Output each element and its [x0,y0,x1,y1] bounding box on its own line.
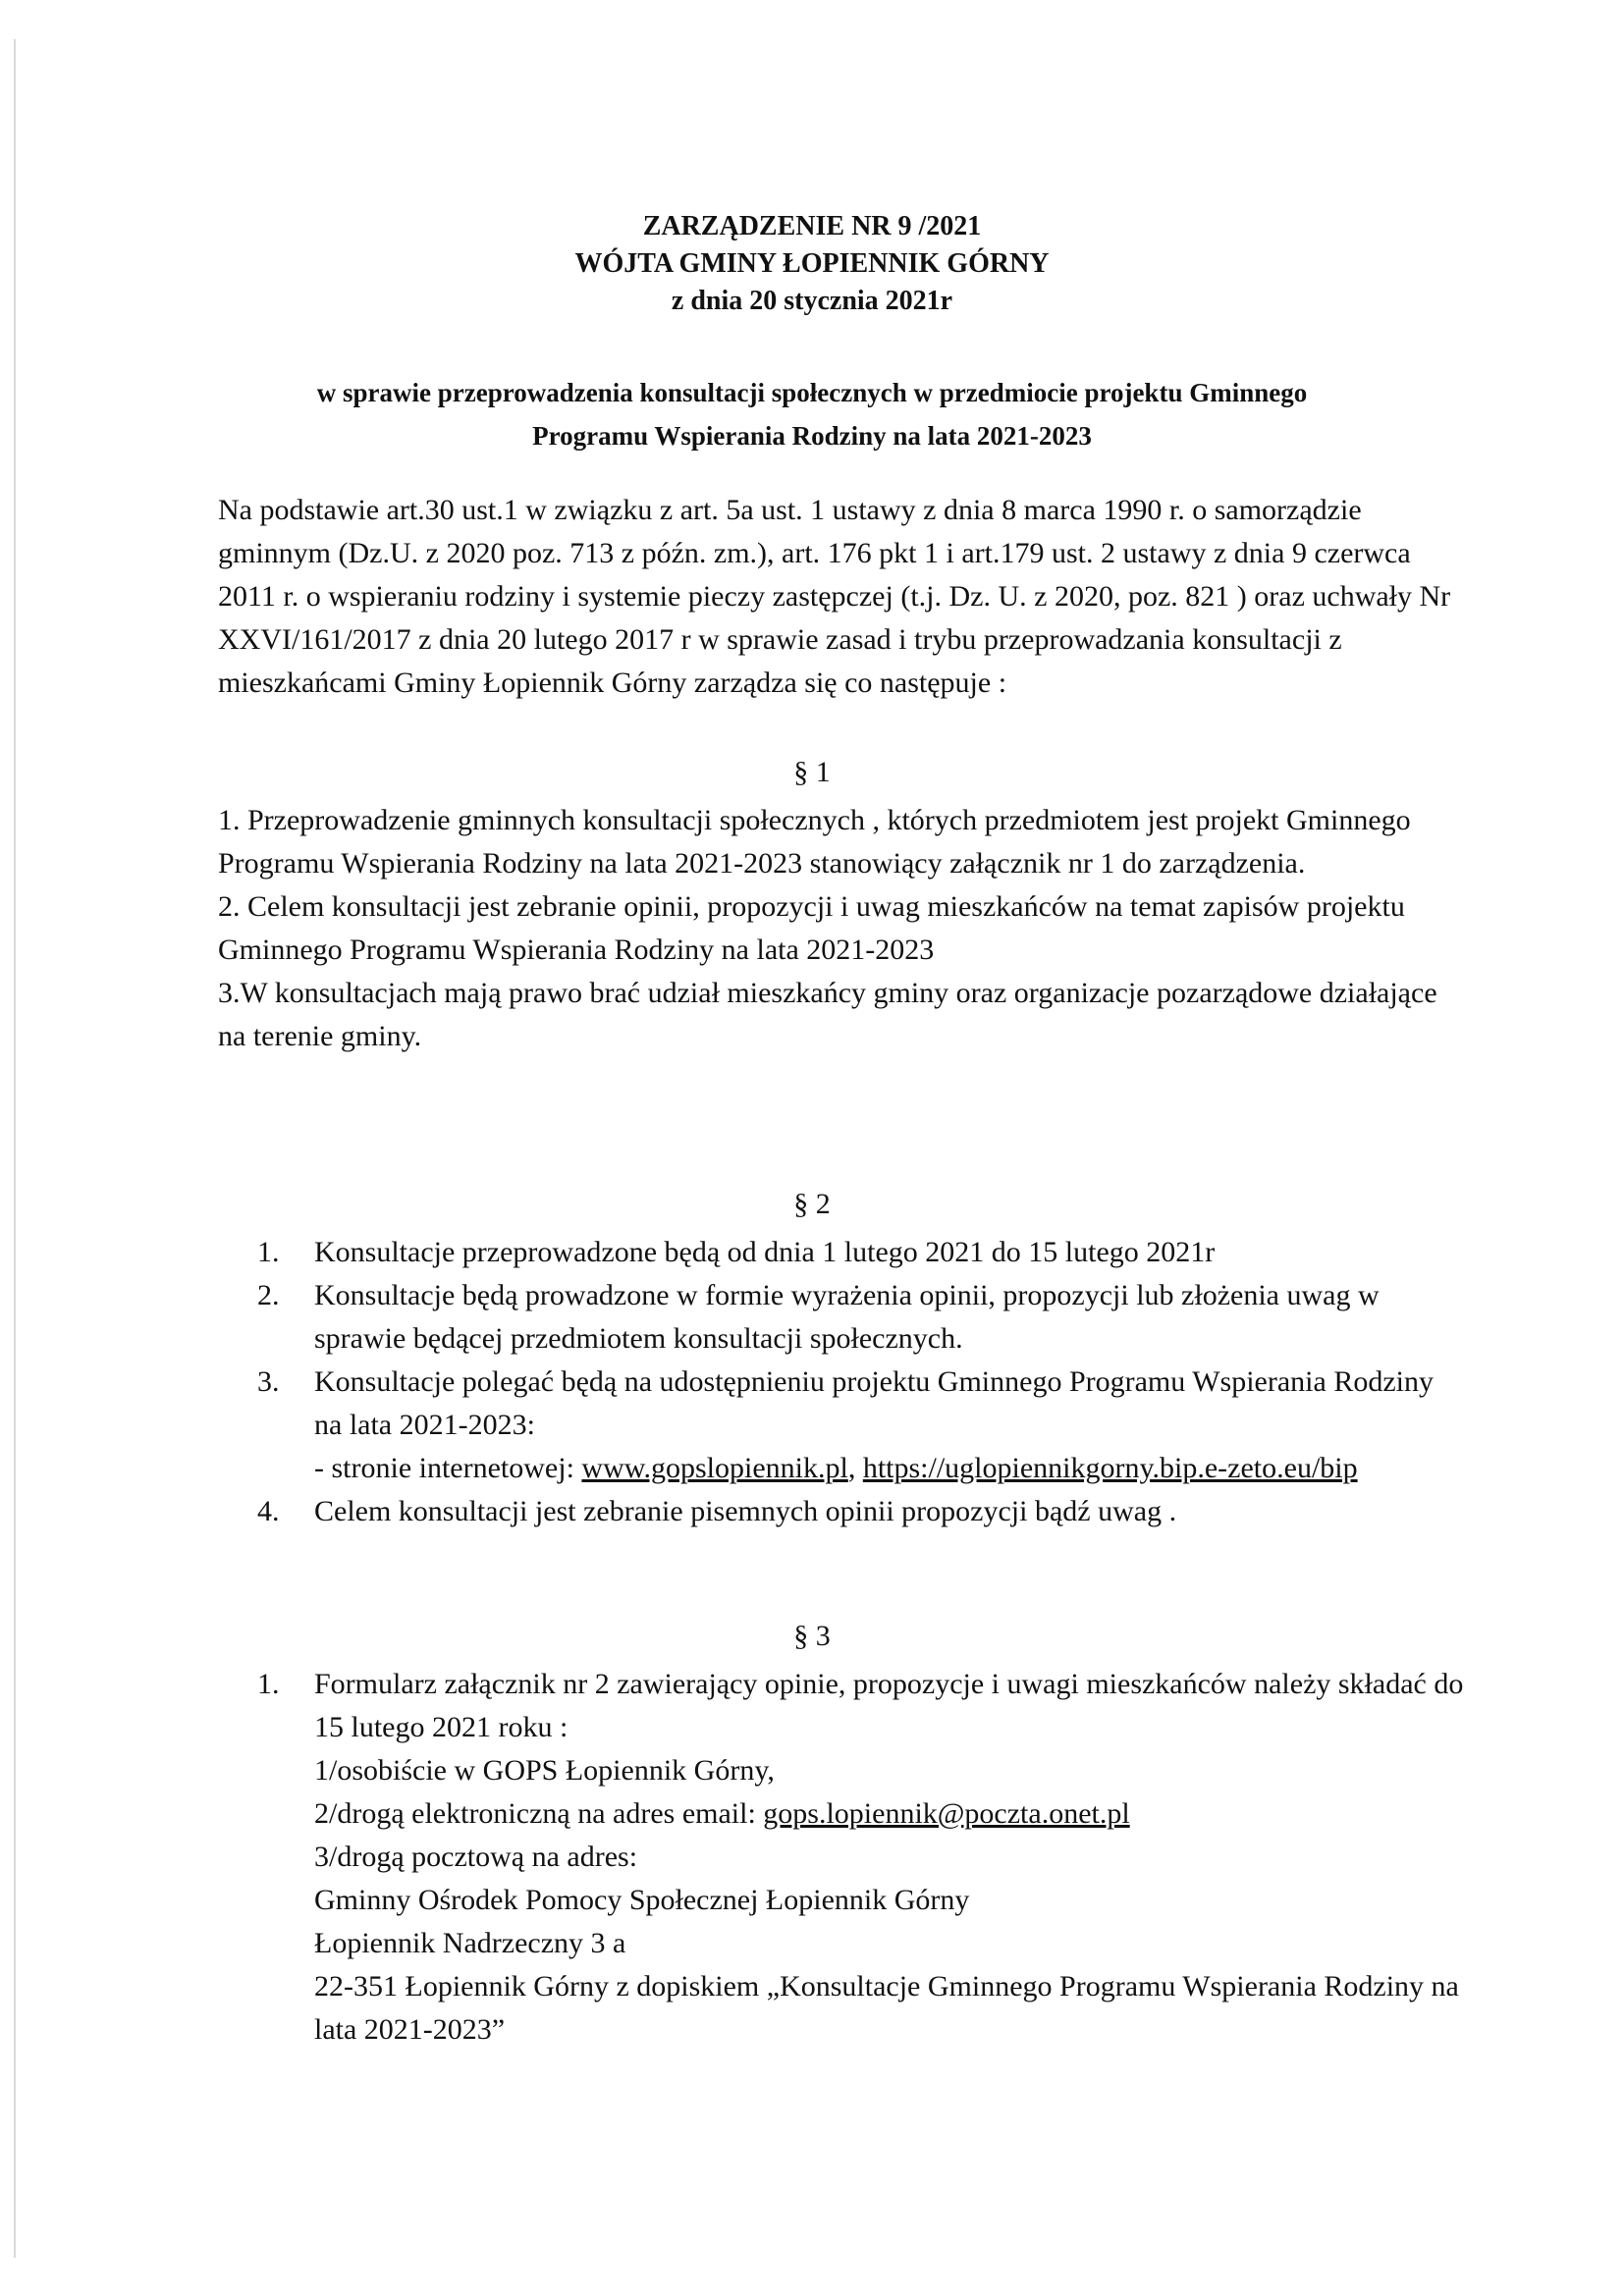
document-header [0,208,1624,320]
section-2-list [257,1231,1465,1533]
item-number: 3. [257,1365,280,1398]
submission-way-1: 1/osobiście w GOPS Łopiennik Górny, [314,1754,775,1787]
list-item [257,1663,1465,2052]
section-1-title: § 1 [793,756,831,788]
document-subject [0,371,1624,457]
title-date: z dnia 20 stycznia 2021r [671,286,953,316]
item-text: Konsultacje przeprowadzone będą od dnia 1 lutego 2021 do 15 lutego 2021r [314,1236,1216,1268]
address-line-2: Łopiennik Nadrzeczny 3 a [314,1927,626,1959]
item-text: Konsultacje polegać będą na udostępnieniu projektu Gminnego Programu Wspierania Rodziny na lata 2021-2023: [314,1365,1434,1441]
section-1-point-3: 3.W konsultacjach mają prawo brać udział mieszkańcy gminy oraz organizacje pozarządowe działające na terenie gminy. [218,977,1437,1052]
address-line-1: Gminny Ośrodek Pomocy Społecznej Łopiennik Górny [314,1884,970,1916]
section-3-list [257,1663,1465,2052]
bip-website-link[interactable]: https://uglopiennikgorny.bip.e-zeto.eu/bip [862,1452,1358,1484]
email-link[interactable]: gops.lopiennik@poczta.onet.pl [763,1797,1130,1830]
section-3-title: § 3 [793,1620,831,1652]
way-2-label: 2/drogą elektroniczną na adres email: [314,1797,764,1830]
item-number: 2. [257,1279,280,1311]
title-ordinance-number: ZARZĄDZENIE NR 9 /2021 [642,211,982,241]
title-issuer: WÓJTA GMINY ŁOPIENNIK GÓRNY [574,248,1050,279]
section-1-body [218,799,1455,1058]
item-text: Formularz załącznik nr 2 zawierający opinie, propozycje i uwagi mieszkańców należy składać do 15 lutego 2021 roku : [314,1668,1464,1743]
gops-website-link[interactable]: www.gopslopiennik.pl [581,1452,848,1484]
item-number: 1. [257,1236,280,1268]
item-text: Celem konsultacji jest zebranie pisemnych opinii propozycji bądź uwag . [314,1495,1177,1527]
item-number: 1. [257,1668,280,1700]
website-prefix: - stronie internetowej: [314,1452,582,1484]
list-item [257,1231,1465,1274]
item-text: Konsultacje będą prowadzone w formie wyrażenia opinii, propozycji lub złożenia uwag w sprawie będącej przedmiotem konsultacji społecznych. [314,1279,1380,1355]
subject-line-2: Programu Wspierania Rodziny na lata 2021-2023 [532,421,1092,451]
submission-way-2 [314,1792,1465,1836]
item-number: 4. [257,1495,280,1527]
list-item [257,1490,1465,1533]
legal-basis-paragraph: Na podstawie art.30 ust.1 w związku z art. 5a ust. 1 ustawy z dnia 8 marca 1990 r. o samorządzie gminnym (Dz.U. z 2020 poz. 713 z późn. zm.), art. 176 pkt 1 i art.179 ust. 2 ustawy z dnia 9 czerwca 2011 r. o wspieraniu rodziny i systemie pieczy zastępczej (t.j. Dz. U. z 2020, poz. 821 ) oraz uchwały Nr XXVI/161/2017 z dnia 20 lutego 2017 r w sprawie zasad i trybu przeprowadzania konsultacji z mieszkańcami Gminy Łopiennik Górny zarządza się co następuje : [218,494,1451,699]
section-1-point-1: 1. Przeprowadzenie gminnych konsultacji społecznych , których przedmiotem jest projekt Gminnego Programu Wspierania Rodziny na lata 2021-2023 stanowiący załącznik nr 1 do zarządzenia. [218,804,1411,880]
list-item [257,1274,1465,1361]
list-item [257,1361,1465,1490]
link-separator: , [847,1452,863,1484]
submission-way-3: 3/drogą pocztową na adres: [314,1841,638,1873]
section-2-title: § 2 [793,1188,831,1220]
section-1-point-2: 2. Celem konsultacji jest zebranie opinii, propozycji i uwag mieszkańców na temat zapisów projektu Gminnego Programu Wspierania Rodziny na lata 2021-2023 [218,890,1405,966]
address-line-3: 22-351 Łopiennik Górny z dopiskiem „Konsultacje Gminnego Programu Wspierania Rodziny na lata 2021-2023” [314,1970,1459,2046]
subject-line-1: w sprawie przeprowadzenia konsultacji społecznych w przedmiocie projektu Gminnego [316,378,1308,407]
